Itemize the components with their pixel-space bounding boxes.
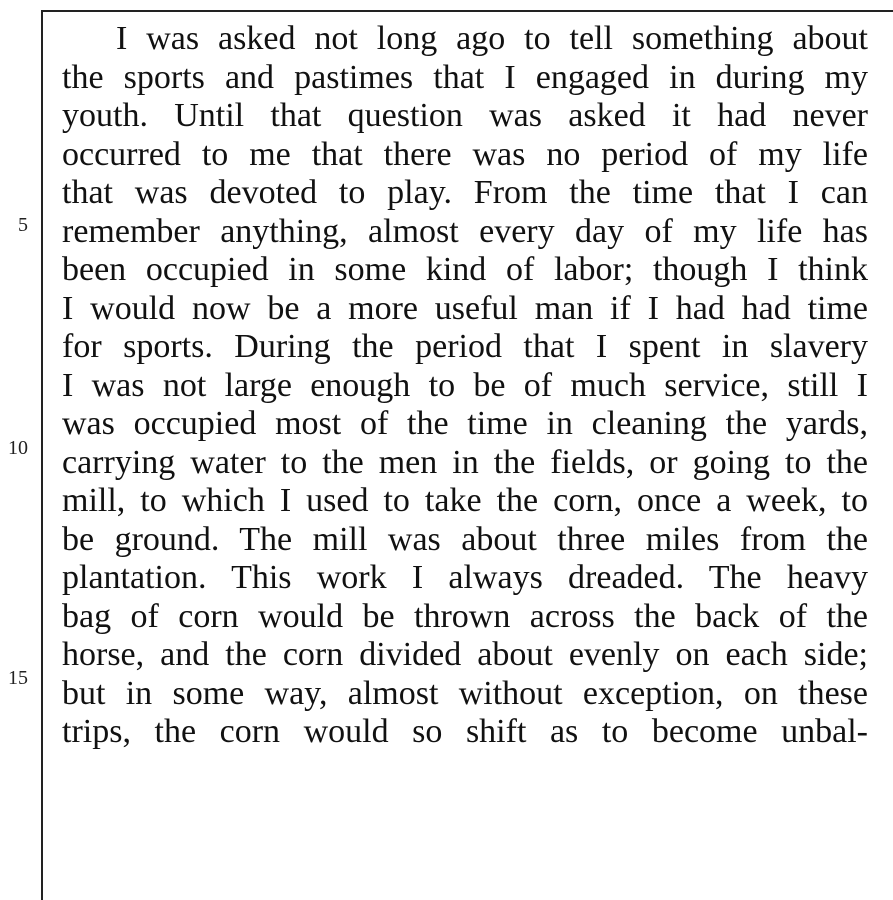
line-number-5: 5 xyxy=(18,214,28,236)
passage-line: I would now be a more useful man if I had had time xyxy=(62,289,868,327)
passage-line: bag of corn would be thrown across the back of the xyxy=(62,597,868,635)
passage-line: remember anything, almost every day of my life has xyxy=(62,212,868,250)
passage-line: but in some way, almost without exception, on these xyxy=(62,674,868,712)
passage-line: for sports. During the period that I spent in slavery xyxy=(62,328,868,365)
passage-line: horse, and the corn divided about evenly on each side; xyxy=(62,636,868,673)
passage-line: I was not large enough to be of much service, still I xyxy=(62,366,868,404)
passage-line: trips, the corn would so shift as to become unbal- xyxy=(62,713,868,750)
passage-line: mill, to which I used to take the corn, once a week, to xyxy=(62,482,868,519)
passage-line: been occupied in some kind of labor; though I think xyxy=(62,251,868,288)
line-number-15: 15 xyxy=(8,667,28,689)
passage-line: I was asked not long ago to tell something about xyxy=(116,20,868,57)
passage-line: youth. Until that question was asked it had never xyxy=(62,97,868,134)
passage-line: the sports and pastimes that I engaged in during my xyxy=(62,58,868,96)
passage-line: was occupied most of the time in cleaning the yards, xyxy=(62,405,868,442)
passage-line: be ground. The mill was about three miles from the xyxy=(62,520,868,558)
passage-line: carrying water to the men in the fields, or going to the xyxy=(62,443,868,481)
line-number-gutter xyxy=(0,0,41,883)
passage-text xyxy=(62,20,868,752)
passage-line: occurred to me that there was no period of my life xyxy=(62,135,868,173)
line-number-10: 10 xyxy=(8,437,28,459)
passage-line: plantation. This work I always dreaded. The heavy xyxy=(62,559,868,596)
passage-line: that was devoted to play. From the time that I can xyxy=(62,174,868,211)
